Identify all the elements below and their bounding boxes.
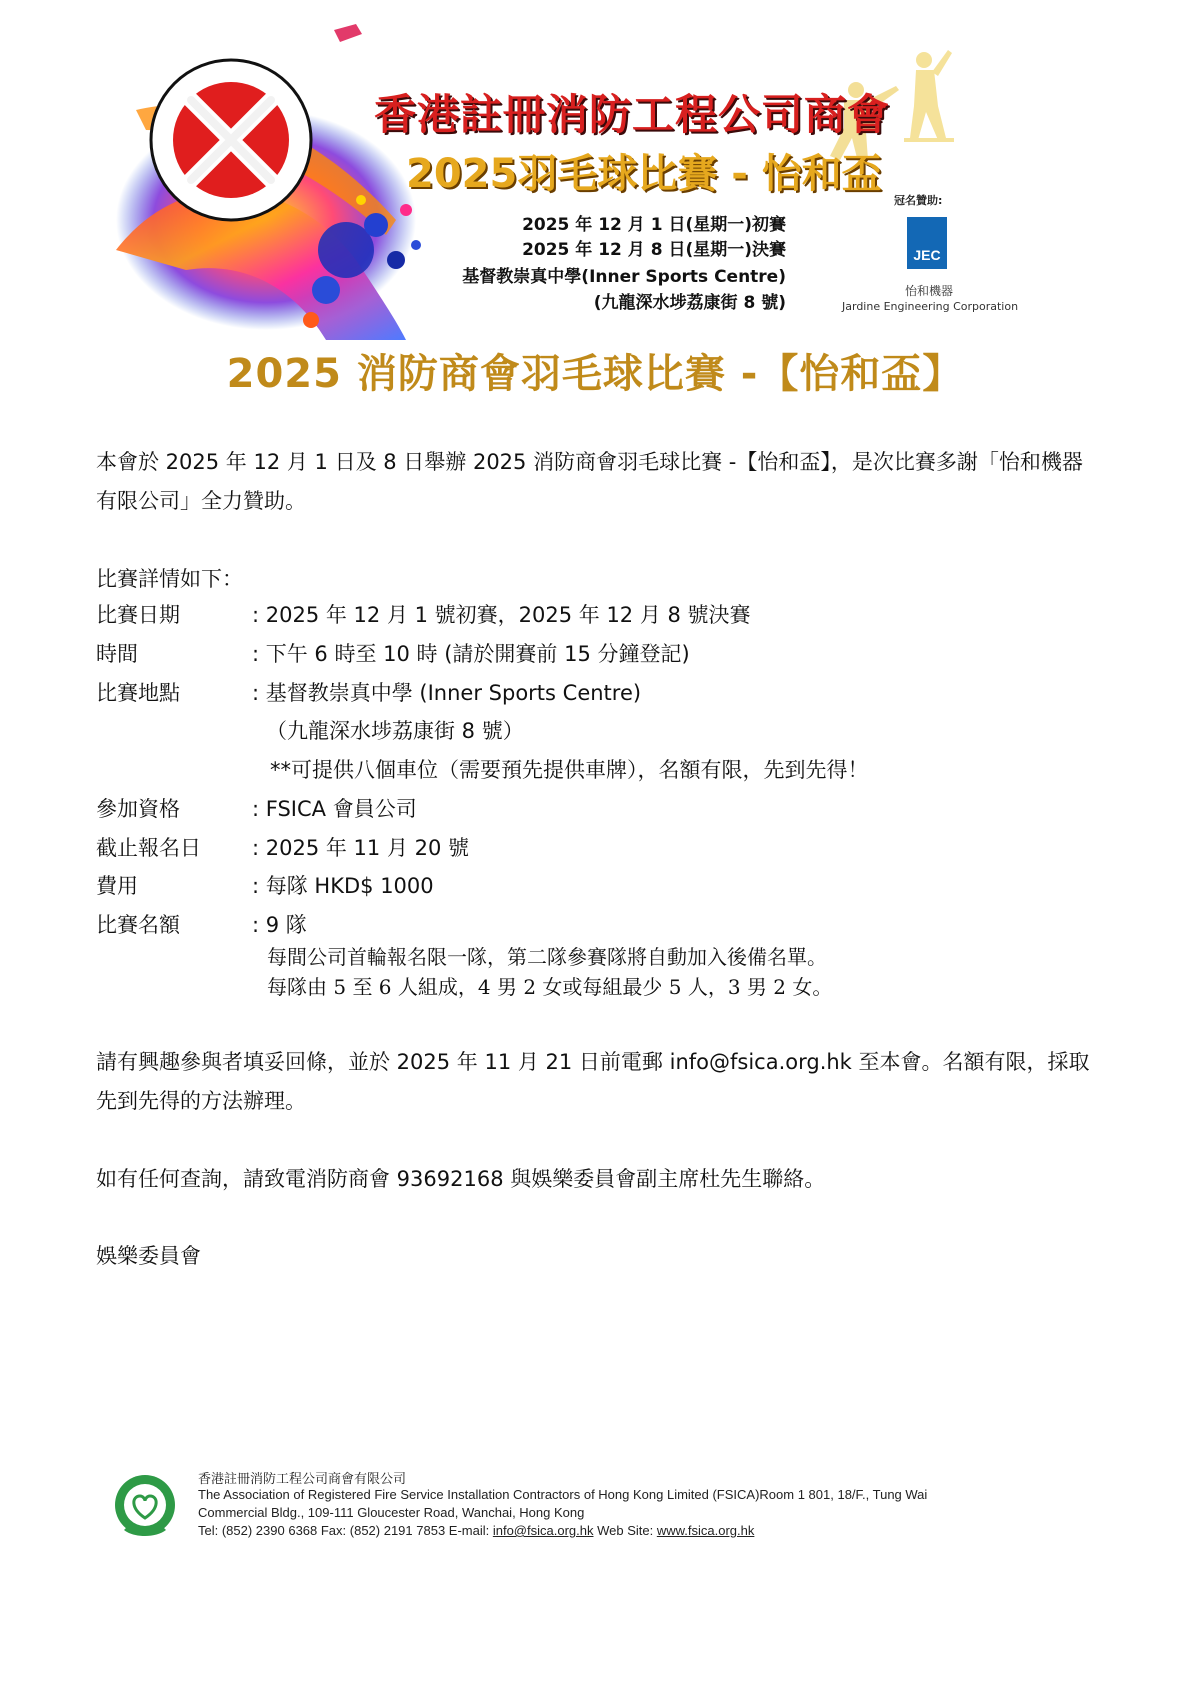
quota-note-2: 每隊由 5 至 6 人組成，4 男 2 女或每組最少 5 人，3 男 2 女。 [267,975,833,999]
quota-note-1: 每間公司首輪報名限一隊，第二隊參賽隊將自動加入後備名單。 [267,945,827,969]
footer-company-name-cn: 香港註冊消防工程公司商會有限公司 [198,1471,407,1486]
page-title: 2025 消防商會羽毛球比賽 -【怡和盃】 [226,351,964,397]
registration-paragraph: 請有興趣參與者填妥回條，並於 2025 年 11 月 21 日前電郵 info@fsica.org.hk 至本會。名額有限，採取先到先得的方法辦理。 [96,1050,1090,1113]
detail-value: : 下午 6 時至 10 時 (請於開賽前 15 分鐘登記) [252,642,690,666]
banner-date-final: 2025 年 12 月 8 日(星期一)決賽 [522,240,786,260]
enquiry-paragraph: 如有任何查詢，請致電消防商會 93692168 與娛樂委員會副主席杜先生聯絡。 [96,1167,826,1191]
detail-label: 參加資格 [96,797,180,821]
footer [110,1464,1070,1564]
detail-label: 時間 [96,642,138,666]
sponsor-name-en: Jardine Engineering Corporation [842,300,1019,313]
detail-row-deadline [96,829,469,868]
footer-website-link[interactable]: www.fsica.org.hk [656,1523,755,1538]
event-banner [96,20,1056,350]
detail-label: 截止報名日 [96,836,201,860]
detail-row-date [96,596,751,635]
detail-row-time [96,635,690,674]
footer-address: Commercial Bldg., 109-111 Gloucester Road, Wanchai, Hong Kong [198,1505,585,1520]
footer-company-name-en: The Association of Registered Fire Service Installation Contractors of Hong Kong Limited (FSICA)Room 1 801, 18/F., Tung Wai [198,1487,928,1502]
detail-value: : 2025 年 12 月 1 號初賽，2025 年 12 月 8 號決賽 [252,603,751,627]
detail-value: : 基督教崇真中學 (Inner Sports Centre) [252,681,642,705]
footer-web-label: Web Site: [593,1523,657,1538]
signature: 娛樂委員會 [96,1244,201,1268]
banner-title-event: 2025羽毛球比賽 - 怡和盃 [406,151,882,197]
banner-venue: 基督教崇真中學(Inner Sports Centre) [462,267,786,287]
footer-tel-fax: Tel: (852) 2390 6368 Fax: (852) 2191 7853 E-mail: [198,1523,493,1538]
details-heading: 比賽詳情如下： [96,567,243,591]
sponsor-label: 冠名贊助: [894,194,943,207]
venue-address: （九龍深水埗荔康街 8 號） [266,719,524,743]
fsica-logo-icon [110,1472,180,1542]
footer-contact [198,1523,754,1538]
detail-value: : 9 隊 [252,913,307,937]
detail-label: 比賽名額 [96,913,180,937]
detail-value: : FSICA 會員公司 [252,797,417,821]
banner-date-preliminary: 2025 年 12 月 1 日(星期一)初賽 [522,215,786,235]
detail-row-venue [96,674,641,713]
detail-row-quota [96,906,307,945]
detail-row-eligibility [96,790,417,829]
banner-title-association: 香港註冊消防工程公司商會 [374,90,891,139]
jec-logo: JEC [907,217,947,269]
detail-row-fee [96,867,434,906]
detail-label: 比賽日期 [96,603,180,627]
sponsor-name-cn: 怡和機器 [904,284,953,298]
footer-email-link[interactable]: info@fsica.org.hk [492,1523,594,1538]
detail-value: : 每隊 HKD$ 1000 [252,874,434,898]
detail-value: : 2025 年 11 月 20 號 [252,836,470,860]
venue-parking-note: **可提供八個車位（需要預先提供車牌），名額有限，先到先得！ [270,758,869,782]
detail-label: 費用 [96,874,138,898]
detail-label: 比賽地點 [96,681,180,705]
banner-venue-address: (九龍深水埗荔康街 8 號) [593,293,786,313]
intro-paragraph: 本會於 2025 年 12 月 1 日及 8 日舉辦 2025 消防商會羽毛球比賽 -【怡和盃】，是次比賽多謝「怡和機器有限公司」全力贊助。 [96,450,1083,513]
